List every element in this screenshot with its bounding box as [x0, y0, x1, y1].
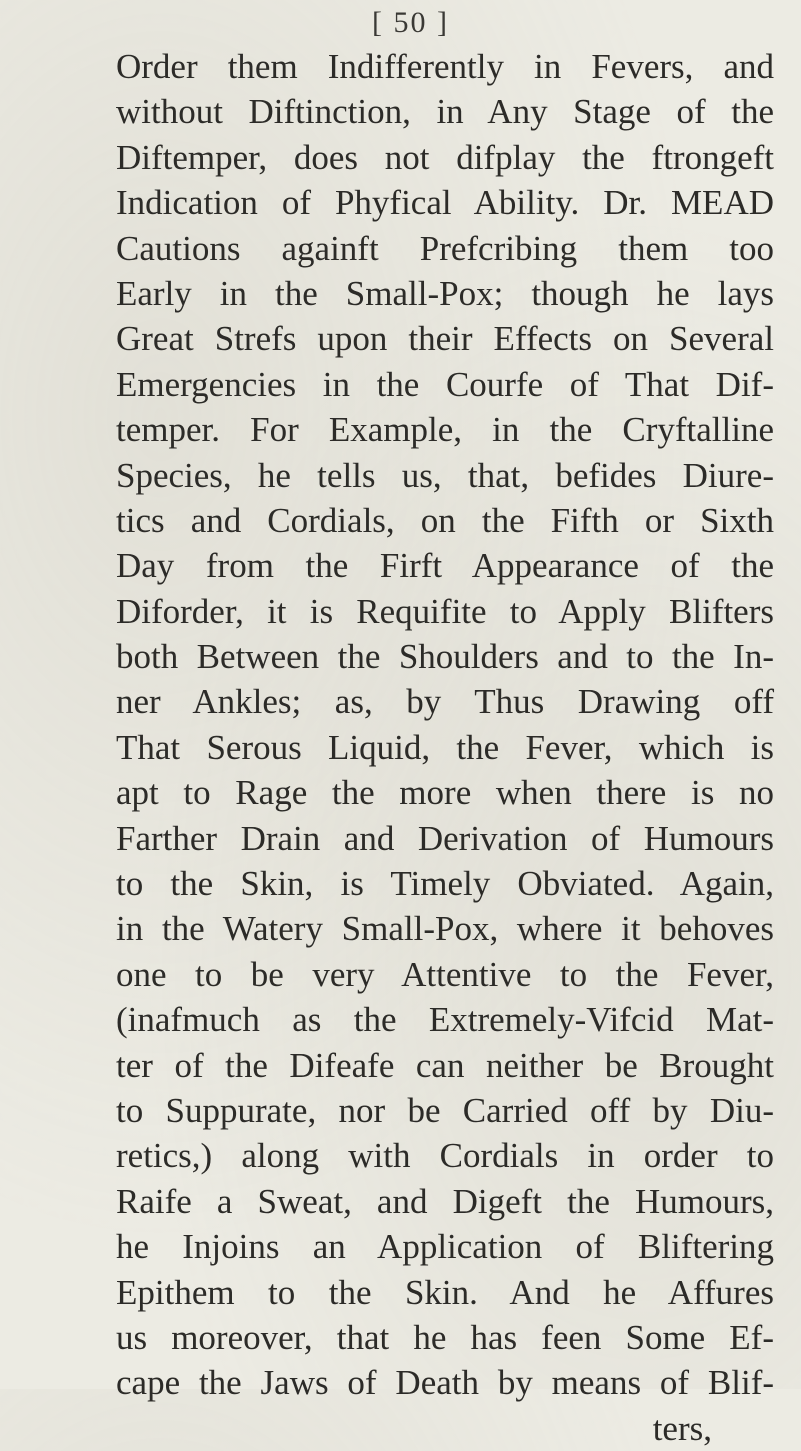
- text-line: without Diftinction, in Any Stage of the: [116, 92, 774, 132]
- body-text: [116, 44, 774, 1451]
- text-line: apt to Rage the more when there is no: [116, 773, 774, 813]
- text-line: he Injoins an Application of Bliftering: [116, 1227, 774, 1267]
- text-line: ter of the Difeafe can neither be Brought: [116, 1045, 774, 1085]
- text-line: Early in the Small-Pox; though he lays: [116, 273, 774, 313]
- text-line: us moreover, that he has feen Some Ef-: [116, 1317, 774, 1357]
- page-number: [ 50 ]: [372, 6, 449, 39]
- text-line: Farther Drain and Derivation of Humours: [116, 818, 774, 858]
- text-line: retics,) along with Cordials in order to: [116, 1136, 774, 1176]
- text-line: Diforder, it is Requifite to Apply Blifters: [116, 591, 774, 631]
- text-line: Cautions againft Prefcribing them too: [116, 228, 774, 268]
- text-line: in the Watery Small-Pox, where it behoves: [116, 909, 774, 949]
- text-line: to the Skin, is Timely Obviated. Again,: [116, 864, 774, 904]
- text-line: Great Strefs upon their Effects on Several: [116, 319, 774, 359]
- text-line: Epithem to the Skin. And he Affures: [116, 1272, 774, 1312]
- text-line: Diftemper, does not difplay the ftrongeft: [116, 137, 774, 177]
- text-line: That Serous Liquid, the Fever, which is: [116, 727, 774, 767]
- text-line: (inafmuch as the Extremely-Vifcid Mat-: [116, 1000, 774, 1040]
- text-line: Day from the Firft Appearance of the: [116, 546, 774, 586]
- text-line: both Between the Shoulders and to the In-: [116, 637, 774, 677]
- text-line: temper. For Example, in the Cryftalline: [116, 410, 774, 450]
- text-line: tics and Cordials, on the Fifth or Sixth: [116, 500, 774, 540]
- text-line: Indication of Phyfical Ability. Dr. MEAD: [116, 183, 774, 223]
- text-line: one to be very Attentive to the Fever,: [116, 954, 774, 994]
- text-line: to Suppurate, nor be Carried off by Diu-: [116, 1090, 774, 1130]
- text-line: Emergencies in the Courfe of That Dif-: [116, 364, 774, 404]
- catchword: ters,: [652, 1408, 712, 1448]
- text-line: ner Ankles; as, by Thus Drawing off: [116, 682, 774, 722]
- text-line: Order them Indifferently in Fevers, and: [116, 47, 774, 86]
- text-line: Raife a Sweat, and Digeft the Humours,: [116, 1181, 774, 1221]
- text-line: Species, he tells us, that, befides Diure-: [116, 455, 774, 495]
- text-line: cape the Jaws of Death by means of Blif-: [116, 1363, 774, 1403]
